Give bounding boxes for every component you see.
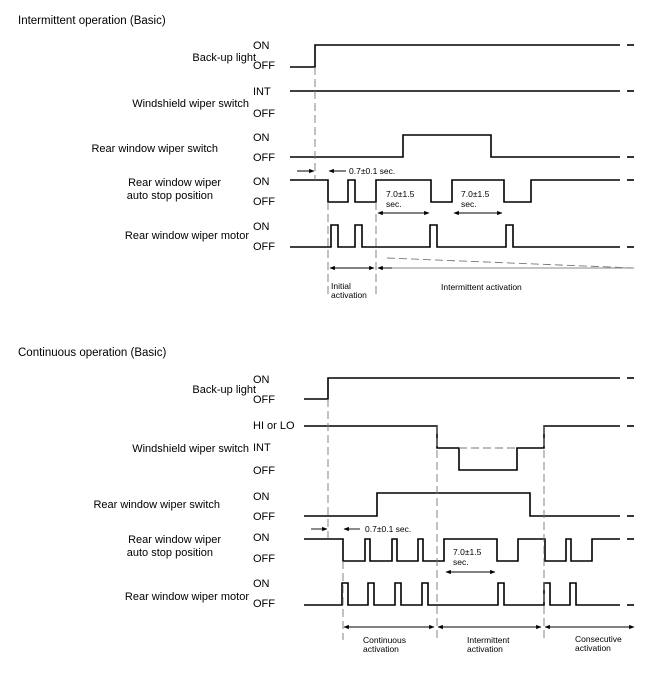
- intermittent-section: [18, 15, 634, 300]
- intermittent-activation-label: Intermittent: [467, 635, 510, 645]
- level-off: OFF: [253, 60, 275, 72]
- level-off: OFF: [253, 553, 275, 565]
- intermittent-activation-label: activation: [467, 644, 503, 654]
- level-off: OFF: [253, 196, 275, 208]
- level-on: ON: [253, 532, 270, 544]
- level-on: ON: [253, 374, 270, 386]
- level-off: OFF: [253, 241, 275, 253]
- level-off: OFF: [253, 108, 275, 120]
- level-off: OFF: [253, 511, 275, 523]
- level-on: ON: [253, 578, 270, 590]
- motor-label: Rear window wiper motor: [124, 591, 249, 603]
- delay-label: 0.7±0.1 sec.: [349, 166, 396, 176]
- continuous-section-title: Continuous operation (Basic): [18, 347, 167, 359]
- level-on: ON: [253, 491, 270, 503]
- auto-stop-label-1: Rear window wiper: [128, 534, 221, 546]
- intermittent-section-title: Intermittent operation (Basic): [18, 15, 166, 27]
- delay-label: 0.7±0.1 sec.: [365, 524, 412, 534]
- auto-stop-label-1: Rear window wiper: [128, 177, 221, 189]
- windshield-switch-label: Windshield wiper switch: [132, 443, 249, 455]
- guide-line: [387, 258, 634, 268]
- interval-unit: sec.: [453, 557, 469, 567]
- rear-switch-label: Rear window wiper switch: [91, 143, 218, 155]
- level-off: OFF: [253, 152, 275, 164]
- initial-activation-label: activation: [331, 290, 367, 300]
- interval-label: 7.0±1.5: [386, 189, 415, 199]
- interval-unit: sec.: [386, 199, 402, 209]
- level-int: INT: [253, 442, 271, 454]
- rear-switch-waveform: [290, 135, 620, 157]
- auto-stop-label-2: auto stop position: [126, 190, 213, 202]
- level-int: INT: [253, 86, 271, 98]
- backup-light-label: Back-up light: [192, 384, 256, 396]
- consecutive-activation-label: Consecutive: [575, 634, 622, 644]
- level-on: ON: [253, 40, 270, 52]
- continuous-section: [18, 347, 634, 654]
- motor-waveform: [290, 225, 620, 247]
- initial-activation-label: Initial: [331, 281, 351, 291]
- windshield-switch-label: Windshield wiper switch: [132, 98, 249, 110]
- auto-stop-waveform: [290, 180, 620, 202]
- rear-switch-waveform: [304, 493, 620, 516]
- continuous-activation-label: activation: [363, 644, 399, 654]
- backup-light-waveform: [290, 45, 620, 67]
- interval-unit: sec.: [461, 199, 477, 209]
- rear-switch-label: Rear window wiper switch: [93, 499, 220, 511]
- level-hi-lo: HI or LO: [253, 420, 295, 432]
- level-off: OFF: [253, 598, 275, 610]
- consecutive-activation-label: activation: [575, 643, 611, 653]
- motor-waveform: [304, 583, 620, 605]
- motor-label: Rear window wiper motor: [124, 230, 249, 242]
- backup-light-label: Back-up light: [192, 52, 256, 64]
- level-on: ON: [253, 176, 270, 188]
- level-off: OFF: [253, 465, 275, 477]
- auto-stop-label-2: auto stop position: [126, 547, 213, 559]
- level-off: OFF: [253, 394, 275, 406]
- continuous-activation-label: Continuous: [363, 635, 407, 645]
- interval-label: 7.0±1.5: [461, 189, 490, 199]
- backup-light-waveform: [304, 378, 620, 399]
- intermittent-activation-label: Intermittent activation: [441, 282, 522, 292]
- level-on: ON: [253, 221, 270, 233]
- interval-label: 7.0±1.5: [453, 547, 482, 557]
- level-on: ON: [253, 132, 270, 144]
